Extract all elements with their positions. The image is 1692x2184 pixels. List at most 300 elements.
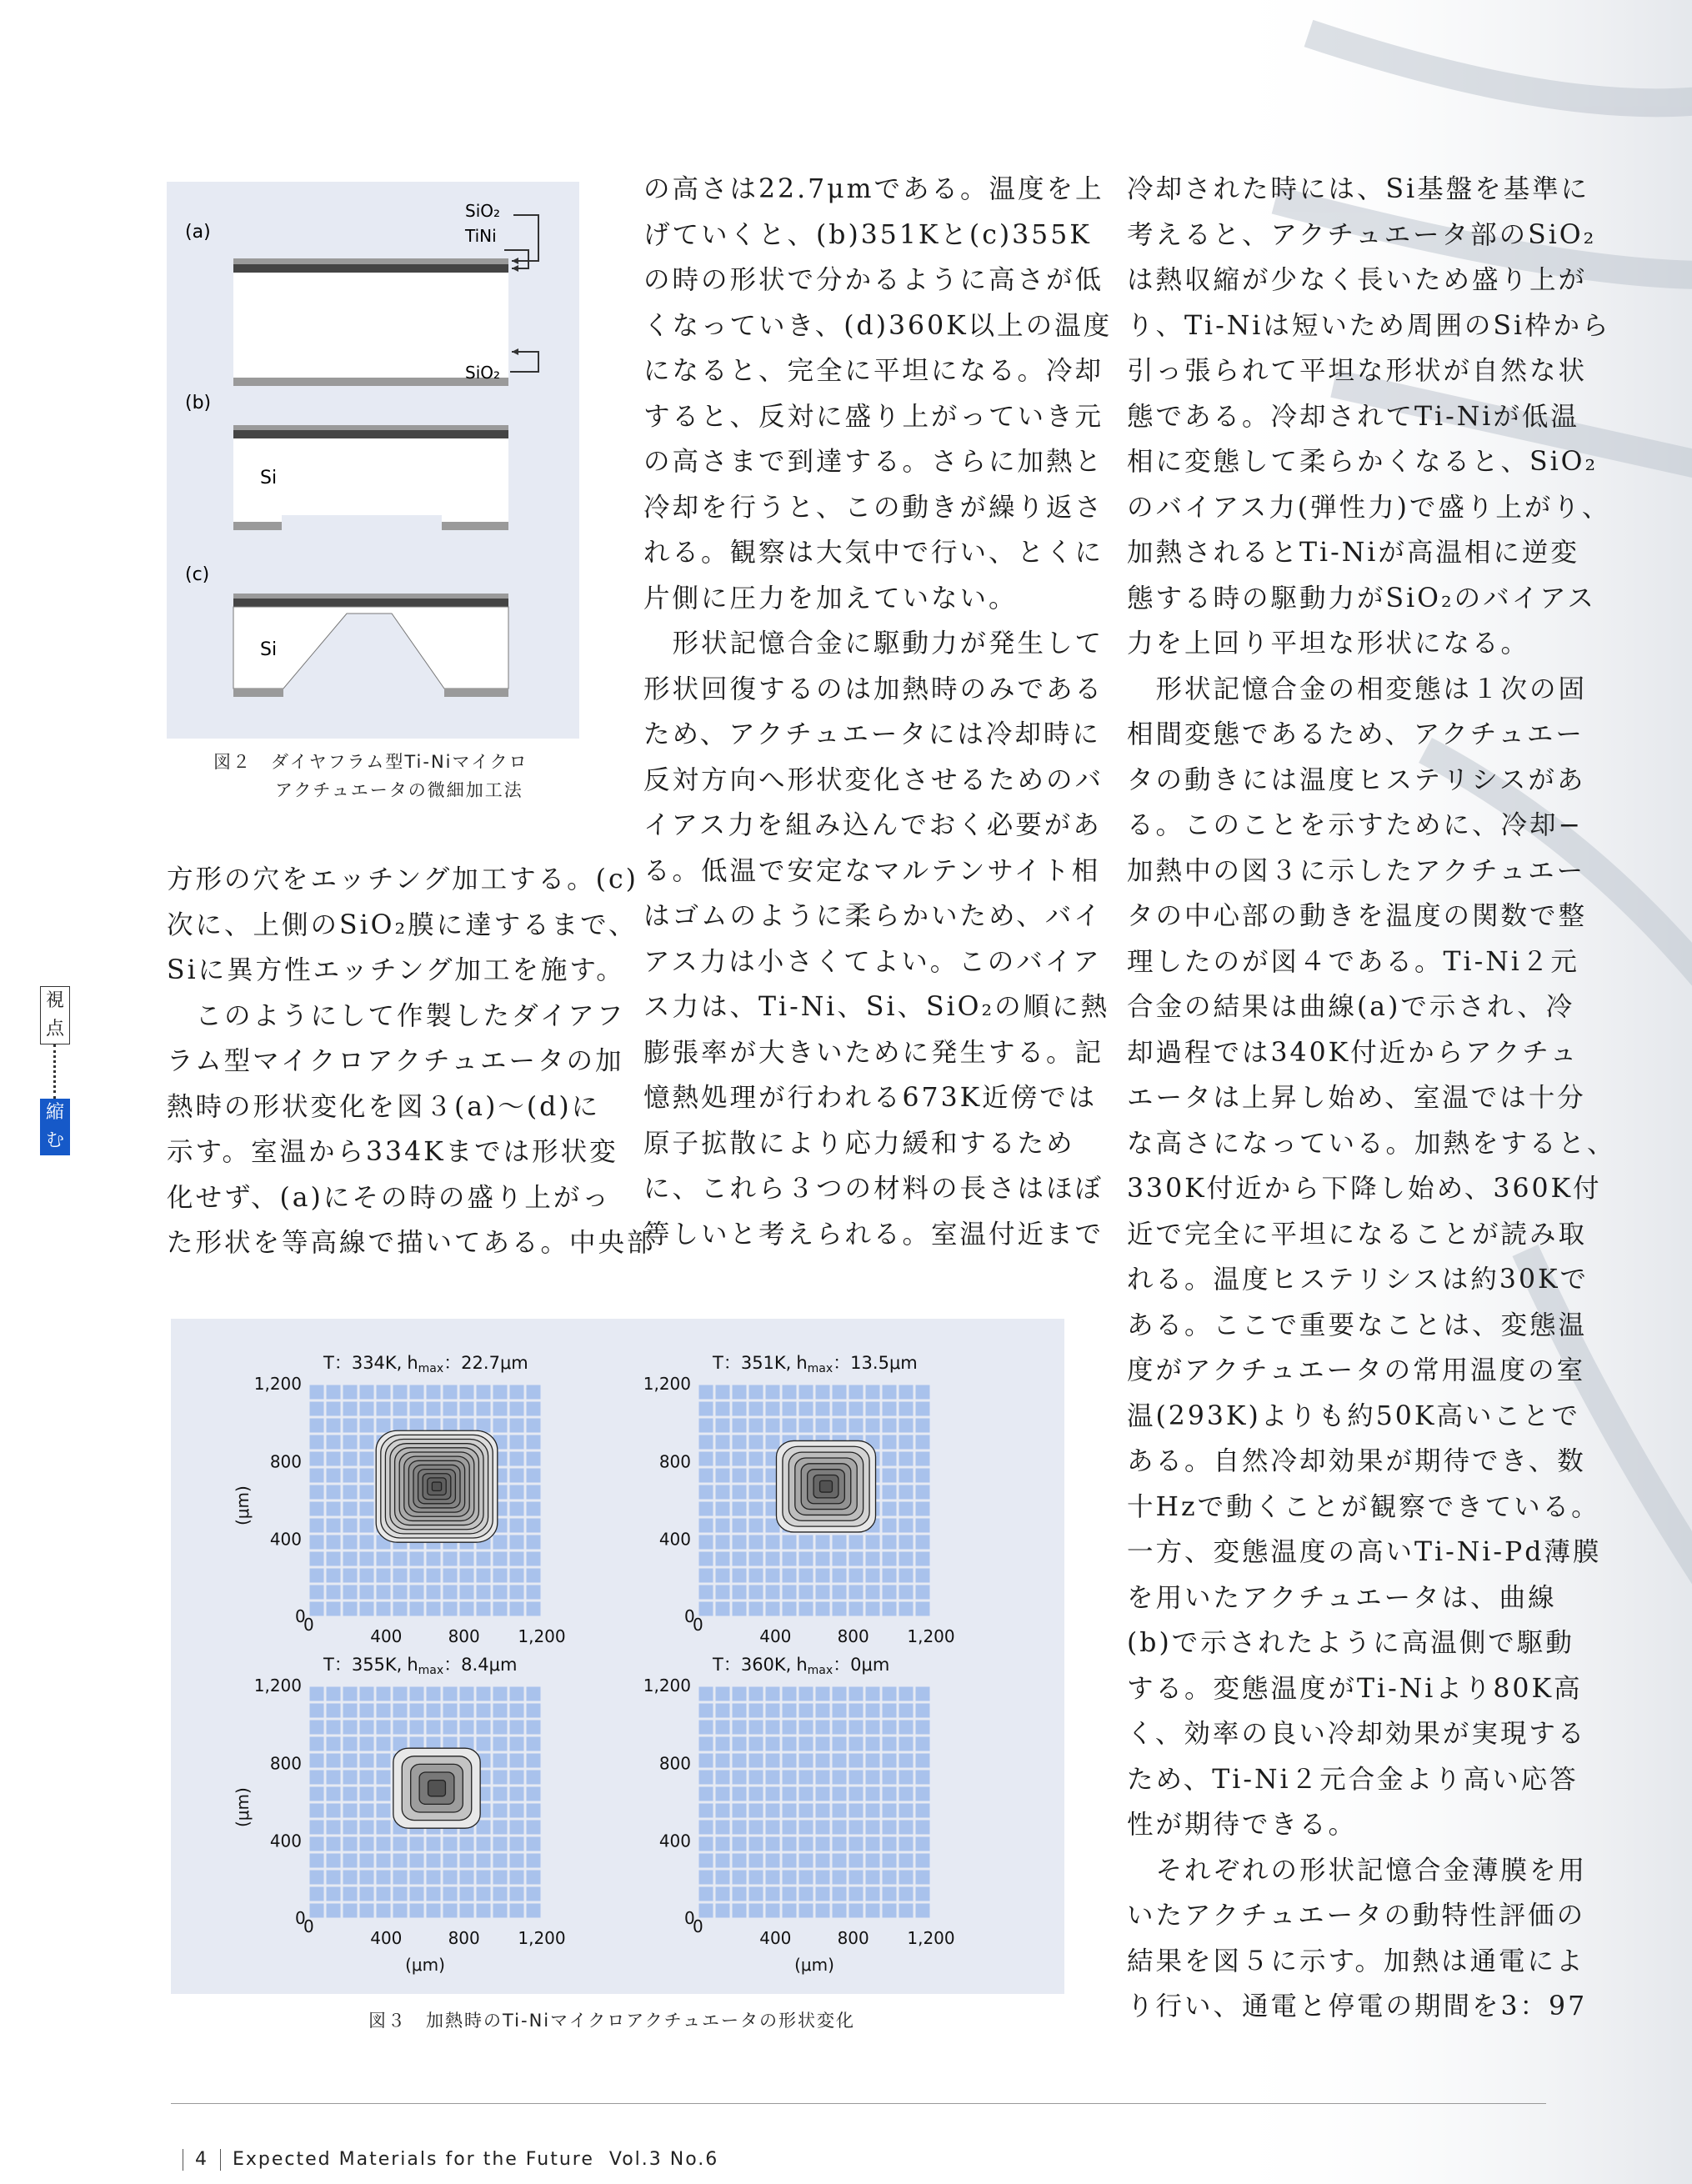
contour-line (432, 1482, 441, 1490)
grid-cell (510, 1435, 524, 1450)
grid-cell (360, 1754, 374, 1768)
grid-cell (916, 1771, 930, 1785)
grid-cell (899, 1754, 914, 1768)
grid-cell (477, 1904, 491, 1918)
grid-cell (410, 1704, 424, 1718)
grid-cell (799, 1552, 813, 1566)
text-line: 冷却された時には、Si基盤を基準に (1127, 174, 1590, 204)
grid-cell (327, 1704, 341, 1718)
grid-cell (327, 1485, 341, 1500)
grid-cell (866, 1737, 880, 1751)
grid-cell (749, 1502, 763, 1516)
grid-cell (527, 1804, 541, 1818)
grid-cell (733, 1602, 747, 1616)
x-tick-label: 1,200 (907, 1928, 955, 1948)
grid-cell (766, 1385, 780, 1400)
grid-cell (866, 1871, 880, 1885)
grid-cell (310, 1469, 324, 1483)
grid-cell (699, 1435, 713, 1450)
plot-panel (233, 1353, 566, 1646)
grid-cell (783, 1887, 797, 1901)
grid-cell (833, 1552, 847, 1566)
grid-cell (477, 1854, 491, 1868)
grid-cell (916, 1602, 930, 1616)
y-zero-label: 0 (295, 1908, 306, 1928)
grid-cell (866, 1854, 880, 1868)
grid-cell (699, 1419, 713, 1433)
text-line: 方形の穴をエッチング加工する。(c) (167, 864, 638, 894)
grid-cell (443, 1721, 458, 1735)
grid-cell (310, 1502, 324, 1516)
text-line: 却過程では340K付近からアクチュ (1127, 1037, 1579, 1068)
grid-cell (899, 1721, 914, 1735)
text-line: た形状を等高線で描いてある。中央部 (167, 1228, 656, 1258)
grid-cell (799, 1904, 813, 1918)
grid-cell (916, 1402, 930, 1416)
footer-separator (220, 2149, 221, 2171)
grid-cell (493, 1552, 508, 1566)
grid-cell (783, 1552, 797, 1566)
grid-cell (716, 1452, 730, 1466)
grid-cell (866, 1904, 880, 1918)
grid-cell (749, 1552, 763, 1566)
grid-cell (343, 1402, 358, 1416)
grid-cell (343, 1519, 358, 1533)
grid-cell (849, 1854, 864, 1868)
grid-cell (510, 1804, 524, 1818)
y-tick-label: 800 (658, 1451, 691, 1472)
grid-cell (493, 1737, 508, 1751)
grid-cell (716, 1737, 730, 1751)
grid-cell (360, 1887, 374, 1901)
grid-cell (866, 1721, 880, 1735)
grid-cell (510, 1402, 524, 1416)
text-line: れる。温度ヒステリシスは約30Kで (1127, 1265, 1589, 1295)
grid-cell (899, 1535, 914, 1550)
grid-cell (816, 1535, 830, 1550)
grid-cell (883, 1385, 897, 1400)
grid-cell (733, 1469, 747, 1483)
grid-cell (410, 1871, 424, 1885)
grid-cell (883, 1721, 897, 1735)
grid-cell (527, 1502, 541, 1516)
grid-cell (327, 1602, 341, 1616)
grid-cell (527, 1452, 541, 1466)
grid-cell (766, 1535, 780, 1550)
grid-cell (377, 1754, 391, 1768)
grid-cell (749, 1904, 763, 1918)
grid-cell (477, 1402, 491, 1416)
grid-cell (849, 1887, 864, 1901)
grid-cell (849, 1721, 864, 1735)
tab-char-4: む (45, 1130, 64, 1151)
grid-cell (783, 1419, 797, 1433)
plot-title-height: ：0μm (833, 1655, 890, 1675)
grid-cell (460, 1904, 474, 1918)
grid-cell (749, 1569, 763, 1583)
grid-cell (327, 1535, 341, 1550)
grid-cell (899, 1602, 914, 1616)
grid-cell (916, 1452, 930, 1466)
grid-cell (716, 1402, 730, 1416)
grid-cell (883, 1887, 897, 1901)
grid-cell (749, 1721, 763, 1735)
grid-cell (699, 1704, 713, 1718)
grid-cell (699, 1804, 713, 1818)
grid-cell (883, 1687, 897, 1701)
grid-cell (493, 1904, 508, 1918)
grid-cell (749, 1754, 763, 1768)
grid-cell (749, 1787, 763, 1801)
grid-cell (866, 1687, 880, 1701)
x-zero-label: 0 (303, 1916, 314, 1936)
text-line: 態する時の駆動力がSiO₂のバイアス (1127, 583, 1596, 614)
grid-cell (510, 1452, 524, 1466)
x-tick-label: 1,200 (518, 1626, 566, 1646)
grid-cell (310, 1569, 324, 1583)
grid-cell (360, 1552, 374, 1566)
grid-cell (749, 1469, 763, 1483)
grid-cell (733, 1787, 747, 1801)
x-tick-label: 800 (448, 1626, 480, 1646)
grid-cell (833, 1771, 847, 1785)
x-tick-label: 800 (448, 1928, 480, 1948)
sio2-layer-top-b (233, 425, 508, 430)
grid-cell (510, 1871, 524, 1885)
grid-cell (699, 1469, 713, 1483)
grid-cell (343, 1419, 358, 1433)
grid-cell (783, 1385, 797, 1400)
text-line: 片側に圧力を加えていない。 (643, 583, 1018, 614)
panel-label-b: (b) (185, 393, 212, 413)
y-axis-label: (μm) (233, 1787, 253, 1827)
grid-cell (427, 1721, 441, 1735)
x-tick-label: 1,200 (907, 1626, 955, 1646)
grid-cell (799, 1804, 813, 1818)
plot-title-temperature: T：351K, (713, 1353, 792, 1373)
grid-cell (916, 1519, 930, 1533)
grid-cell (733, 1904, 747, 1918)
plot-title-h-subscript: max (807, 1362, 833, 1375)
grid-cell (883, 1754, 897, 1768)
grid-cell (833, 1821, 847, 1835)
grid-cell (477, 1821, 491, 1835)
grid-cell (460, 1687, 474, 1701)
grid-cell (527, 1821, 541, 1835)
grid-cell (310, 1385, 324, 1400)
text-line: の時の形状で分かるように高さが低 (643, 265, 1104, 295)
grid-cell (477, 1585, 491, 1600)
x-zero-label: 0 (693, 1615, 703, 1635)
grid-cell (916, 1419, 930, 1433)
y-zero-label: 0 (684, 1606, 695, 1626)
text-line: 憶熱処理が行われる673K近傍では (643, 1083, 1098, 1113)
grid-cell (327, 1787, 341, 1801)
grid-cell (783, 1787, 797, 1801)
grid-cell (410, 1585, 424, 1600)
grid-cell (510, 1469, 524, 1483)
figure-3-contour-plots (171, 1319, 1064, 1994)
grid-cell (443, 1385, 458, 1400)
text-line: 示す。室温から334Kまでは形状変 (167, 1137, 618, 1167)
text-line: ラム型マイクロアクチュエータの加 (167, 1046, 624, 1076)
text-line: する。変態温度がTi-Niより80K高 (1127, 1673, 1583, 1704)
grid-cell (733, 1887, 747, 1901)
grid-cell (883, 1469, 897, 1483)
grid-cell (883, 1435, 897, 1450)
x-tick-label: 400 (370, 1928, 403, 1948)
grid-cell (899, 1402, 914, 1416)
grid-cell (699, 1687, 713, 1701)
grid-cell (360, 1452, 374, 1466)
grid-cell (766, 1552, 780, 1566)
grid-cell (410, 1854, 424, 1868)
grid-cell (393, 1569, 408, 1583)
grid-cell (427, 1585, 441, 1600)
grid-cell (716, 1887, 730, 1901)
grid-cell (849, 1552, 864, 1566)
grid-cell (749, 1687, 763, 1701)
grid-cell (393, 1585, 408, 1600)
grid-cell (733, 1754, 747, 1768)
grid-cell (783, 1569, 797, 1583)
grid-cell (849, 1804, 864, 1818)
grid-cell (699, 1535, 713, 1550)
grid-cell (799, 1585, 813, 1600)
grid-cell (310, 1754, 324, 1768)
grid-cell (393, 1837, 408, 1851)
text-line: 冷却を行うと、この動きが繰り返さ (643, 492, 1104, 523)
grid-cell (493, 1871, 508, 1885)
y-tick-label: 400 (658, 1529, 691, 1550)
grid-cell (343, 1469, 358, 1483)
section-tab-shrink (40, 1099, 70, 1155)
grid-cell (866, 1704, 880, 1718)
grid-cell (883, 1535, 897, 1550)
grid-cell (493, 1402, 508, 1416)
grid-cell (749, 1435, 763, 1450)
grid-cell (410, 1552, 424, 1566)
text-line: る。このことを示すために、冷却− (1127, 810, 1583, 840)
text-line: ある。自然冷却効果が期待でき、数 (1127, 1446, 1586, 1476)
y-tick-label: 1,200 (253, 1676, 302, 1696)
grid-cell (699, 1485, 713, 1500)
grid-cell (427, 1385, 441, 1400)
grid-cell (527, 1737, 541, 1751)
grid-cell (733, 1771, 747, 1785)
text-line: いたアクチュエータの動特性評価の (1127, 1901, 1586, 1931)
grid-cell (916, 1704, 930, 1718)
grid-cell (733, 1485, 747, 1500)
grid-cell (816, 1854, 830, 1868)
plot-title-h: h (407, 1655, 418, 1675)
panel-label-a: (a) (185, 222, 211, 243)
grid-cell (343, 1385, 358, 1400)
grid-cell (866, 1402, 880, 1416)
grid-cell (699, 1402, 713, 1416)
text-line: 膨張率が大きいために発生する。記 (643, 1037, 1104, 1068)
grid-cell (360, 1704, 374, 1718)
sio2-mask-right-c (444, 689, 508, 697)
grid-cell (527, 1687, 541, 1701)
text-line: 力を上回り平坦な形状になる。 (1127, 629, 1530, 659)
grid-cell (427, 1887, 441, 1901)
x-axis-label: (μm) (405, 1955, 445, 1975)
grid-cell (716, 1419, 730, 1433)
label-si-b: Si (260, 468, 278, 488)
grid-cell (849, 1787, 864, 1801)
grid-cell (766, 1854, 780, 1868)
grid-cell (410, 1602, 424, 1616)
grid-cell (899, 1854, 914, 1868)
plot-title (712, 1655, 889, 1677)
grid-cell (816, 1787, 830, 1801)
grid-cell (410, 1837, 424, 1851)
grid-cell (899, 1419, 914, 1433)
grid-cell (510, 1854, 524, 1868)
grid-cell (477, 1887, 491, 1901)
grid-cell (310, 1821, 324, 1835)
grid-cell (443, 1887, 458, 1901)
grid-cell (849, 1402, 864, 1416)
grid-cell (916, 1469, 930, 1483)
grid-cell (733, 1721, 747, 1735)
grid-cell (510, 1754, 524, 1768)
grid-cell (849, 1904, 864, 1918)
text-line: になると、完全に平坦になる。冷却 (643, 356, 1104, 386)
grid-cell (310, 1452, 324, 1466)
grid-cell (833, 1721, 847, 1735)
grid-cell (427, 1402, 441, 1416)
text-line: 形状記憶合金に駆動力が発生して (643, 629, 1104, 659)
grid-cell (799, 1687, 813, 1701)
grid-cell (527, 1469, 541, 1483)
grid-cell (443, 1602, 458, 1616)
grid-cell (377, 1704, 391, 1718)
grid-cell (310, 1704, 324, 1718)
grid-cell (699, 1854, 713, 1868)
text-line: Siに異方性エッチング加工を施す。 (167, 955, 625, 985)
grid-cell (866, 1385, 880, 1400)
grid-cell (749, 1419, 763, 1433)
grid-cell (510, 1569, 524, 1583)
tab-char-1: 視 (45, 990, 64, 1011)
journal-title: Expected Materials for the Future (233, 2149, 594, 2170)
grid-cell (460, 1887, 474, 1901)
grid-cell (766, 1569, 780, 1583)
grid-cell (816, 1754, 830, 1768)
grid-cell (443, 1552, 458, 1566)
label-sio2-bottom: SiO₂ (465, 363, 501, 383)
grid-cell (716, 1704, 730, 1718)
grid-cell (799, 1737, 813, 1751)
grid-cell (377, 1737, 391, 1751)
grid-cell (716, 1687, 730, 1701)
grid-cell (783, 1402, 797, 1416)
grid-cell (310, 1904, 324, 1918)
grid-cell (360, 1519, 374, 1533)
grid-cell (833, 1904, 847, 1918)
grid-cell (510, 1771, 524, 1785)
grid-cell (866, 1821, 880, 1835)
grid-cell (799, 1771, 813, 1785)
grid-cell (510, 1552, 524, 1566)
grid-cell (343, 1754, 358, 1768)
grid-cell (377, 1821, 391, 1835)
grid-cell (849, 1535, 864, 1550)
grid-cell (343, 1552, 358, 1566)
grid-cell (310, 1771, 324, 1785)
plot-title-temperature: T：355K, (323, 1655, 403, 1675)
grid-cell (849, 1771, 864, 1785)
grid-cell (899, 1469, 914, 1483)
grid-cell (883, 1821, 897, 1835)
text-line: 考えると、アクチュエータ部のSiO₂ (1127, 219, 1597, 250)
text-line: を用いたアクチュエータは、曲線 (1127, 1582, 1557, 1613)
grid-cell (510, 1535, 524, 1550)
grid-cell (783, 1771, 797, 1785)
sio2-layer-top-c (233, 594, 508, 599)
grid-cell (460, 1721, 474, 1735)
grid-cell (527, 1402, 541, 1416)
grid-cell (310, 1552, 324, 1566)
grid-cell (916, 1871, 930, 1885)
grid-cell (327, 1721, 341, 1735)
grid-cell (766, 1402, 780, 1416)
grid-cell (477, 1737, 491, 1751)
grid-cell (799, 1402, 813, 1416)
grid-cell (716, 1519, 730, 1533)
grid-cell (716, 1469, 730, 1483)
grid-cell (899, 1585, 914, 1600)
grid-cell (749, 1771, 763, 1785)
grid-cell (883, 1402, 897, 1416)
text-line: る。低温で安定なマルテンサイト相 (643, 855, 1101, 886)
text-line: 結果を図５に示す。加熱は通電によ (1127, 1946, 1585, 1976)
grid-cell (916, 1385, 930, 1400)
grid-cell (327, 1585, 341, 1600)
grid-cell (733, 1585, 747, 1600)
grid-cell (716, 1485, 730, 1500)
grid-cell (377, 1887, 391, 1901)
text-line: エータは上昇し始め、室温では十分 (1127, 1083, 1586, 1113)
grid-cell (343, 1721, 358, 1735)
text-line: 十Hzで動くことが観察できている。 (1127, 1491, 1600, 1522)
grid-cell (343, 1569, 358, 1583)
grid-cell (393, 1871, 408, 1885)
grid-cell (749, 1704, 763, 1718)
text-line: 原子拡散により応力緩和するため (643, 1128, 1075, 1159)
grid-cell (527, 1585, 541, 1600)
grid-cell (733, 1854, 747, 1868)
grid-cell (866, 1787, 880, 1801)
grid-cell (327, 1402, 341, 1416)
footer-rule (171, 2103, 1546, 2104)
grid-cell (699, 1887, 713, 1901)
grid-cell (849, 1821, 864, 1835)
text-line: すると、反対に盛り上がっていき元 (643, 401, 1104, 432)
grid-cell (699, 1502, 713, 1516)
grid-cell (360, 1485, 374, 1500)
grid-cell (749, 1452, 763, 1466)
grid-cell (799, 1721, 813, 1735)
grid-cell (916, 1754, 930, 1768)
figure-2-caption-line1: 図２ ダイヤフラム型Ti-Niマイクロ (213, 752, 528, 772)
grid-cell (899, 1435, 914, 1450)
grid-cell (716, 1435, 730, 1450)
grid-cell (699, 1754, 713, 1768)
grid-cell (916, 1435, 930, 1450)
